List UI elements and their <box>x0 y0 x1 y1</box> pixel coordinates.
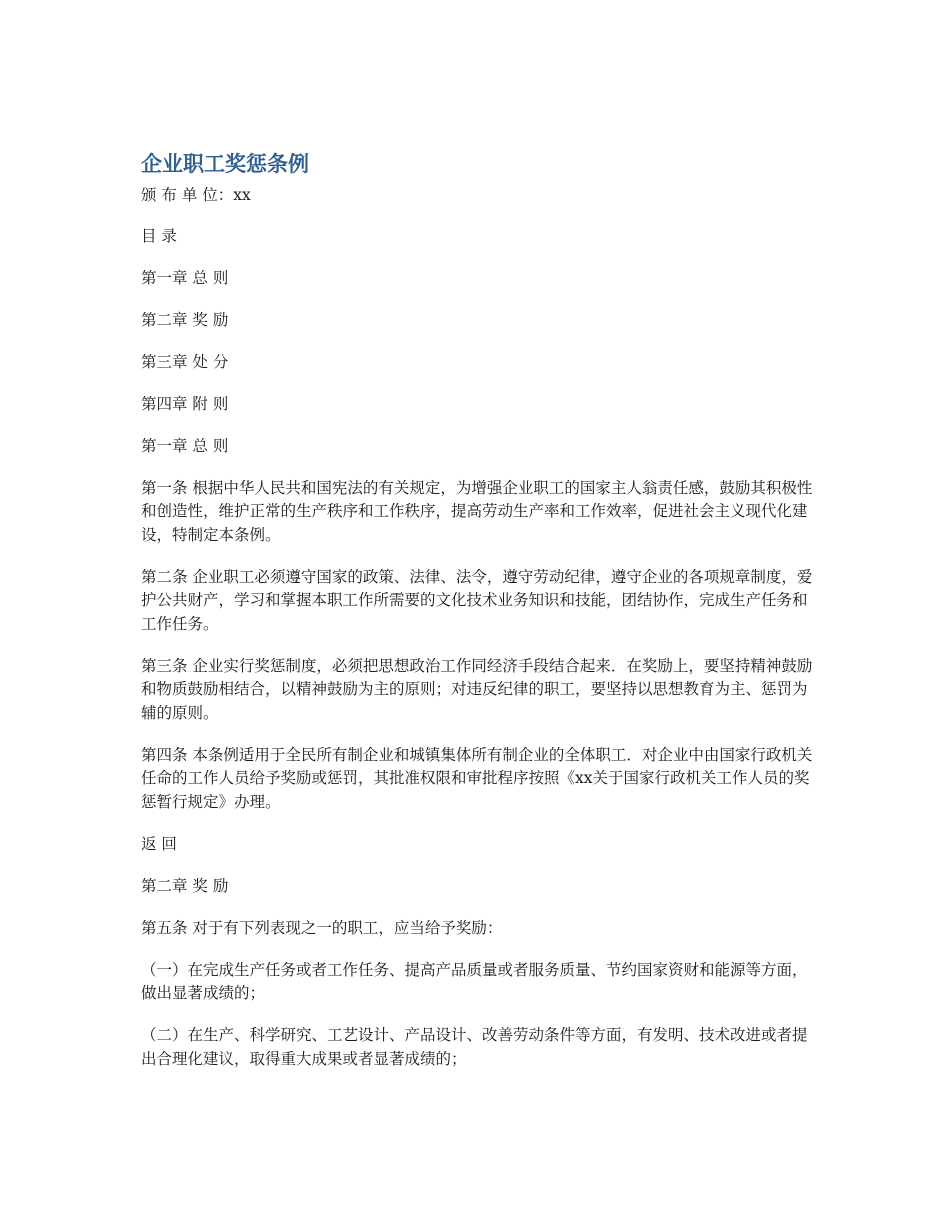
toc-item[interactable]: 第一章 总 则 <box>141 268 229 287</box>
publisher-line: 颁 布 单 位：xx <box>141 186 251 204</box>
list-item: （二）在生产、科学研究、工艺设计、产品设计、改善劳动条件等方面，有发明、技术改进或者提出合理化建议，取得重大成果或者显著成绩的； <box>141 1026 808 1068</box>
document-title: 企业职工奖惩条例 <box>141 152 309 176</box>
article-paragraph: 第三条 企业实行奖惩制度，必须把思想政治工作同经济手段结合起来．在奖励上，要坚持精神鼓励和物质鼓励相结合，以精神鼓励为主的原则；对违反纪律的职工，要坚持以思想教育为主、惩罚为辅的原则。 <box>141 656 813 722</box>
list-item: （一）在完成生产任务或者工作任务、提高产品质量或者服务质量、节约国家资财和能源等方面，做出显著成绩的； <box>141 960 808 1002</box>
chapter-heading: 第二章 奖 励 <box>141 876 229 895</box>
document-body <box>141 184 813 1090</box>
article-paragraph: 第五条 对于有下列表现之一的职工，应当给予奖励： <box>141 918 503 937</box>
toc-item[interactable]: 第三章 处 分 <box>141 352 229 371</box>
toc-item[interactable]: 第四章 附 则 <box>141 394 229 413</box>
toc-heading: 目 录 <box>141 226 177 245</box>
toc-item[interactable]: 第二章 奖 励 <box>141 310 229 329</box>
back-link[interactable]: 返 回 <box>141 834 177 853</box>
article-paragraph: 第四条 本条例适用于全民所有制企业和城镇集体所有制企业的全体职工．对企业中由国家行政机关任命的工作人员给予奖励或惩罚，其批准权限和审批程序按照《xx关于国家行政机关工作人员的奖惩暂行规定》办理。 <box>141 745 813 811</box>
chapter-heading: 第一章 总 则 <box>141 436 229 455</box>
article-paragraph: 第二条 企业职工必须遵守国家的政策、法律、法令，遵守劳动纪律，遵守企业的各项规章制度，爱护公共财产，学习和掌握本职工作所需要的文化技术业务知识和技能，团结协作，完成生产任务和工作任务。 <box>141 567 813 633</box>
article-paragraph: 第一条 根据中华人民共和国宪法的有关规定，为增强企业职工的国家主人翁责任感，鼓励其积极性和创造性，维护正常的生产秩序和工作秩序，提高劳动生产率和工作效率，促进社会主义现代化建设，特制定本条例。 <box>141 478 813 544</box>
